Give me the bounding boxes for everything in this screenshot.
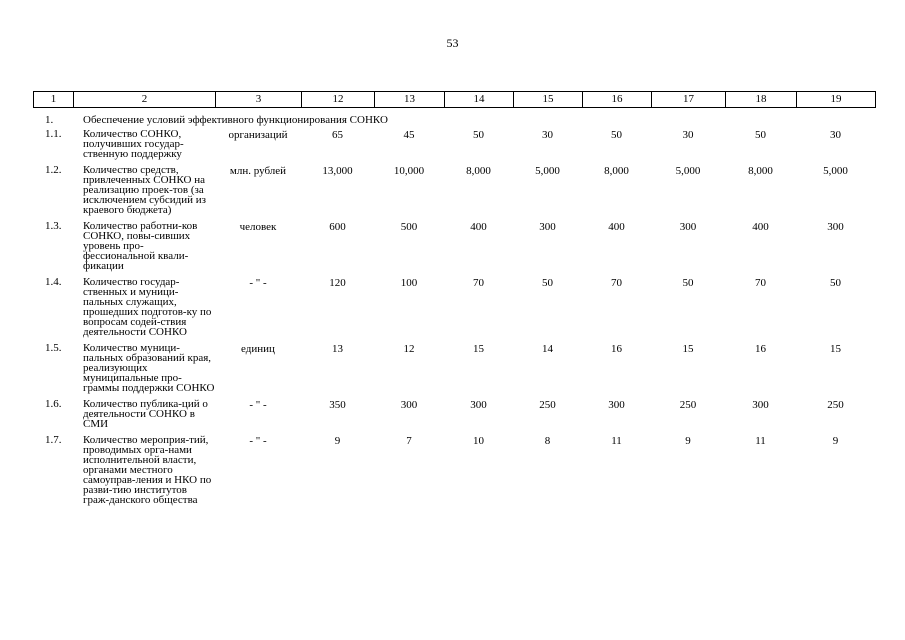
value-cell: 15 <box>830 343 842 355</box>
value-cell: 13,000 <box>322 165 353 177</box>
value-cell: 300 <box>400 399 418 411</box>
value-cell: 8,000 <box>604 165 629 177</box>
value-cell: 5,000 <box>535 165 560 177</box>
value-cell: 50 <box>542 277 553 289</box>
table-row <box>33 343 875 399</box>
unit-cell: - " - <box>249 435 267 447</box>
row-number: 1.4. <box>45 276 62 288</box>
row-number: 1.6. <box>45 398 62 410</box>
header-cell: 2 <box>74 92 216 108</box>
value-cell: 7 <box>406 435 412 447</box>
table-row <box>33 399 875 435</box>
unit-cell: человек <box>239 221 277 233</box>
value-cell: 300 <box>679 221 697 233</box>
table-row <box>33 277 875 343</box>
value-cell: 300 <box>608 399 625 411</box>
indicator-name: Количество публика-ций о деятельности СОНКО в СМИ <box>83 398 208 430</box>
value-cell: 8,000 <box>466 165 491 177</box>
indicator-name: Количество работни-ков СОНКО, повы-сивших уровень про-фессиональной квали-фикации <box>83 220 198 272</box>
value-cell: 8 <box>544 435 551 447</box>
indicators-table <box>33 115 875 511</box>
value-cell: 300 <box>539 221 556 233</box>
section-number: 1. <box>45 114 54 126</box>
section-row <box>33 115 875 129</box>
unit-cell: - " - <box>249 399 267 411</box>
row-number: 1.1. <box>45 128 62 140</box>
indicator-name: Количество средств, привлеченных СОНКО на реализацию проек-тов (за исключением субсидий из краевого бюджета) <box>83 164 206 216</box>
indicator-name: Количество государ-ственных и муници-пальных служащих, прошедших подготов-ку по вопросам содей-ствия деятельности СОНКО <box>83 276 212 338</box>
value-cell: 30 <box>682 129 694 141</box>
unit-cell: единиц <box>241 343 275 355</box>
indicator-name: Количество муници-пальных образований края, реализующих муниципальные про-граммы поддержки СОНКО <box>83 342 215 394</box>
value-cell: 250 <box>539 399 556 411</box>
value-cell: 400 <box>470 221 487 233</box>
value-cell: 300 <box>827 221 844 233</box>
value-cell: 350 <box>329 399 346 411</box>
unit-cell: млн. рублей <box>229 165 287 177</box>
value-cell: 9 <box>832 435 839 447</box>
value-cell: 300 <box>752 399 769 411</box>
header-cell: 12 <box>302 92 375 108</box>
value-cell: 15 <box>473 343 484 355</box>
value-cell: 8,000 <box>748 165 773 177</box>
value-cell: 400 <box>608 221 625 233</box>
value-cell: 120 <box>329 277 346 289</box>
value-cell: 100 <box>400 277 418 289</box>
value-cell: 11 <box>611 435 622 447</box>
value-cell: 14 <box>542 343 553 355</box>
value-cell: 30 <box>830 129 842 141</box>
page-number: 53 <box>446 36 459 50</box>
header-cell: 16 <box>583 92 652 108</box>
value-cell: 250 <box>679 399 697 411</box>
header-cell: 18 <box>726 92 797 108</box>
unit-cell: организаций <box>228 129 288 141</box>
value-cell: 16 <box>611 343 622 355</box>
column-header-table <box>33 91 876 108</box>
header-cell: 1 <box>34 92 74 108</box>
value-cell: 70 <box>611 277 622 289</box>
value-cell: 45 <box>403 129 415 141</box>
value-cell: 65 <box>332 129 343 141</box>
value-cell: 5,000 <box>675 165 701 177</box>
value-cell: 13 <box>332 343 343 355</box>
value-cell: 50 <box>830 277 842 289</box>
value-cell: 300 <box>470 399 487 411</box>
value-cell: 5,000 <box>823 165 848 177</box>
value-cell: 10,000 <box>393 165 425 177</box>
value-cell: 11 <box>755 435 766 447</box>
row-number: 1.5. <box>45 342 62 354</box>
value-cell: 30 <box>542 129 553 141</box>
value-cell: 50 <box>682 277 694 289</box>
indicator-name: Количество СОНКО, получивших государ-ственную поддержку <box>83 128 184 160</box>
row-number: 1.2. <box>45 164 62 176</box>
value-cell: 50 <box>473 129 484 141</box>
table-row <box>33 129 875 165</box>
value-cell: 70 <box>755 277 766 289</box>
value-cell: 500 <box>400 221 418 233</box>
section-title: Обеспечение условий эффективного функционирования СОНКО <box>83 114 388 126</box>
value-cell: 70 <box>473 277 484 289</box>
value-cell: 16 <box>755 343 766 355</box>
header-cell: 14 <box>445 92 514 108</box>
row-number: 1.7. <box>45 434 62 446</box>
value-cell: 10 <box>473 435 484 447</box>
table-row <box>33 165 875 221</box>
indicator-name: Количество мероприя-тий, проводимых орга-нами исполнительной власти, органами местного самоуправ-ления и НКО по разви-тию институтов граж-данского общества <box>83 434 212 506</box>
value-cell: 600 <box>329 221 346 233</box>
header-cell: 13 <box>375 92 445 108</box>
header-cell: 15 <box>514 92 583 108</box>
value-cell: 50 <box>611 129 622 141</box>
table-row <box>33 221 875 277</box>
value-cell: 9 <box>685 435 691 447</box>
value-cell: 50 <box>755 129 766 141</box>
table-row <box>33 435 875 511</box>
row-number: 1.3. <box>45 220 62 232</box>
header-row <box>34 92 876 108</box>
header-cell: 3 <box>216 92 302 108</box>
value-cell: 9 <box>334 435 341 447</box>
value-cell: 400 <box>752 221 769 233</box>
header-cell: 19 <box>797 92 876 108</box>
value-cell: 12 <box>403 343 415 355</box>
header-cell: 17 <box>652 92 726 108</box>
value-cell: 15 <box>682 343 694 355</box>
unit-cell: - " - <box>249 277 267 289</box>
value-cell: 250 <box>827 399 844 411</box>
